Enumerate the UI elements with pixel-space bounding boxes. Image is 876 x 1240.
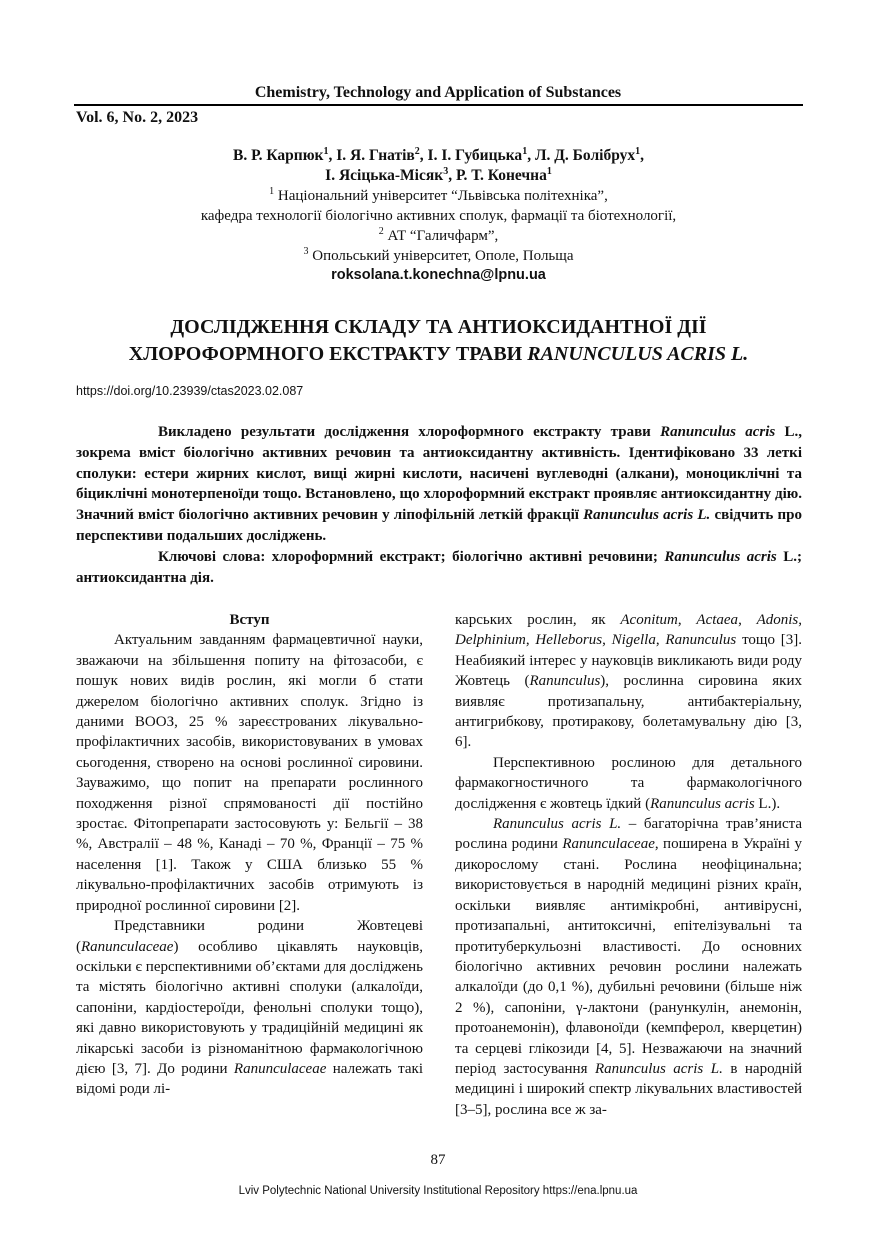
author-name: І. Ясіцька-Місяк xyxy=(325,167,444,184)
author-name: Р. Т. Конечна xyxy=(455,167,547,184)
author-affiliation-mark: 1 xyxy=(635,145,641,157)
author-affiliation-mark: 3 xyxy=(443,165,449,177)
paragraph: Ranunculus acris L. – багаторічна трав’яниста рослина родини Ranunculaceae, поширена в Україні у дикорослому стані. Рослина неофіцинальна; використовується в народній медицині різних країн, оскільки виявляє антимікробні, антивірусні, протизапальні, антитоксичні, епітелізувальні та протитуберкульозні властивості. До основних біологічно активних речовин рослини належать алкалоїди (до 0,1 %), дубильні речовини (більше ніж 2 %), сапоніни, γ-лактони (ранункулін, анемонін, протоанемонін), флавоноїди (кемпферол, кверцетин) та серцеві глікозиди [4, 5]. Незважаючи на значний період застосування Ranunculus acris L. в народній медицині і широкий спектр лікувальних властивостей [3–5], рослина все ж за- xyxy=(455,816,802,1118)
paragraph-continued: карських рослин, як Aconitum, Actaea, Adonis, Delphinium, Helleborus, Nigella, Ranunculus тощо [3]. Неабиякий інтерес у науковців викликають види роду Жовтець (Ranunculus), рослинна сировина яких виявляє протизапальну, антибактеріальну, антигрибкову, протиракову, болетамувальну дію [3, 6]. xyxy=(455,612,803,751)
affiliations xyxy=(74,186,803,266)
author-name: В. Р. Карпюк xyxy=(232,147,324,164)
author-name: І. І. Губицька xyxy=(427,147,523,164)
section-heading: Вступ xyxy=(229,612,270,628)
paragraph: Актуальним завданням фармацевтичної науки, зважаючи на збільшення попиту на фітозасоби, є пошук нових видів рослин, які могли б стати джерелом біологічно активних сполук. Згідно із даними ВООЗ, 25 % зареєстрованих лікувально-профілактичних засобів, використовуваних в умовах сьогодення, створено на основі рослинної сировини. Зауважимо, що попит на препарати рослинного походження різної спрямованості дії постійно зростає. Фітопрепарати застосовують у: Бельгії – 38 %, Австралії – 48 %, Канаді – 70 %, Франції – 75 % населення [1]. Також у США близько 55 % лікувально-профілактичних засобів отримують із природної рослинної сировини [2]. xyxy=(76,632,423,914)
affiliation-3: $^3$ Опольський університет, Ополе, Польща xyxy=(303,246,574,264)
paragraph: Перспективною рослиною для детального фармакогностичного та фармакологічного дослідження є жовтець їдкий (Ranunculus acris L.). xyxy=(455,754,802,812)
page-number: 87 xyxy=(430,1152,446,1168)
abstract xyxy=(76,422,802,588)
repository-footer: Lviv Polytechnic National University Institutional Repository https://ena.lpnu.ua xyxy=(238,1185,638,1197)
affiliation-1: $^1$ Національний університет “Львівська політехніка”, xyxy=(269,186,608,204)
volume-info: Vol. 6, No. 2, 2023 xyxy=(76,109,199,126)
abstract-text: Викладено результати дослідження хлороформного екстракту трави Ranunculus acris L., зокрема вміст біологічно активних речовин та антиоксидантну активність. Ідентифіковано 33 леткі сполуки: естери жирних кислот, вищі жирні кислоти, насичені вуглеводні (алкани), моноциклічні та біциклічні монотерпеноїди тощо. Встановлено, що хлороформний екстракт проявляє антиоксидантну дію. Значний вміст біологічно активних речовин у ліпофільній леткій фракції Ranunculus acris L. свідчить про перспективи подальших досліджень. xyxy=(76,424,803,544)
header-rule xyxy=(74,104,803,106)
doi-link[interactable]: https://doi.org/10.23939/ctas2023.02.087 xyxy=(76,384,304,398)
affiliation-2: $^2$ АТ “Галичфарм”, xyxy=(378,226,499,244)
author-name: І. Я. Гнатів xyxy=(336,147,415,164)
right-column xyxy=(455,610,802,1120)
contact-email[interactable]: roksolana.t.konechna@lpnu.ua xyxy=(331,267,546,283)
author-affiliation-mark: 1 xyxy=(522,145,528,157)
affiliation-1-department: кафедра технології біологічно активних сполук, фармації та біотехнології, xyxy=(200,208,677,224)
author-affiliation-mark: 1 xyxy=(323,145,329,157)
author-list: В. Р. Карпюк$^1$, І. Я. Гнатів$^2$, І. І. Губицька$^1$, Л. Д. Болібрух$^1$, І. Ясіцька-Місяк$^3$, Р. Т. Конечна$^1$ xyxy=(232,145,644,184)
author-affiliation-mark: 2 xyxy=(414,145,420,157)
paragraph: Представники родини Жовтецеві (Ranunculaceae) особливо цікавлять науковців, оскільки є перспективними об’єктами для досліджень та містять біологічно активні сполуки (алкалоїди, сапоніни, кардіостероїди, фенольні сполуки тощо), які давно використовують у традиційній медицині як лікарські засоби із різноманітною фармакологічною дією [3, 7]. До родини Ranunculaceae належать такі відомі роди лі- xyxy=(76,918,423,1098)
left-column xyxy=(76,610,423,1100)
paper-title: ДОСЛІДЖЕННЯ СКЛАДУ ТА АНТИОКСИДАНТНОЇ ДІЇ ХЛОРОФОРМНОГО ЕКСТРАКТУ ТРАВИ RANUNCULUS ACRIS L. xyxy=(128,316,749,365)
author-name: Л. Д. Болібрух xyxy=(534,147,636,164)
author-affiliation-mark: 1 xyxy=(546,165,552,177)
journal-title: Chemistry, Technology and Application of Substances xyxy=(254,84,622,101)
keywords: Ключові слова: хлороформний екстракт; біологічно активні речовини; Ranunculus acris L.; антиоксидантна дія. xyxy=(76,548,803,586)
